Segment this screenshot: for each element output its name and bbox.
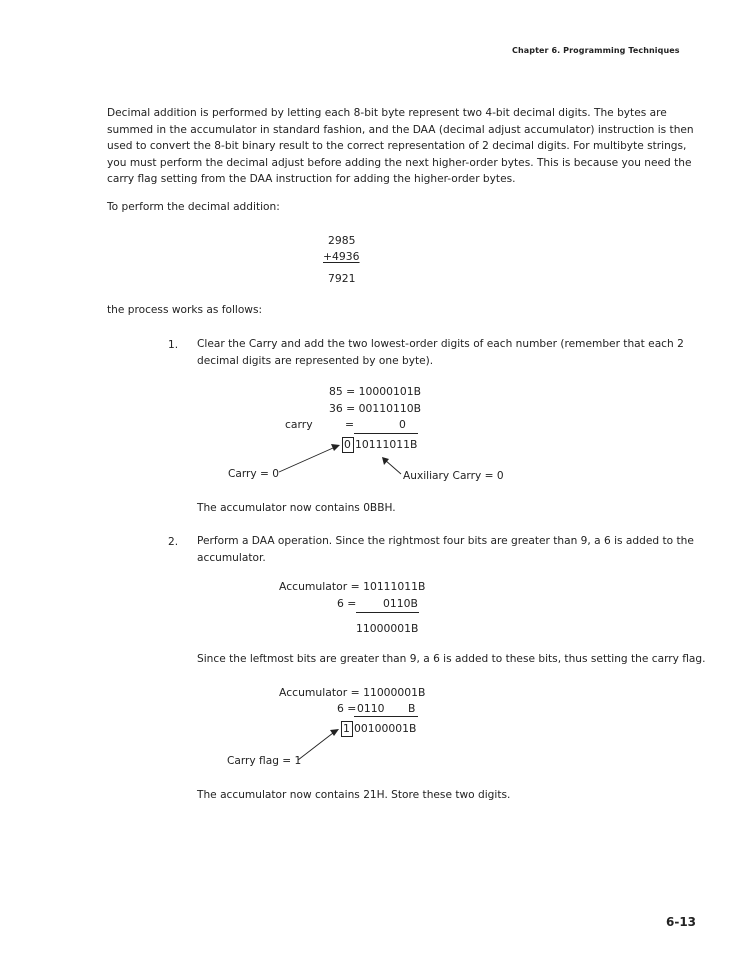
page-number: 6-13 [666, 915, 697, 929]
step1-result-carry-bit: 0 [344, 438, 351, 451]
step1-aux-note: Auxiliary Carry = 0 [403, 470, 504, 482]
step2-middle: Since the leftmost bits are greater than 9, a 6 is added to these bits, thus setting the carry flag. [197, 653, 706, 665]
intro-line: Decimal addition is performed by letting each 8-bit byte represent two 4-bit decimal digits. The bytes are [107, 107, 667, 119]
step1-result: 10111011B [355, 438, 418, 451]
step2-calc2-carry-bit: 1 [343, 722, 350, 735]
carry-flag-arrow-head [330, 729, 339, 736]
intro-line: used to convert the 8-bit binary result to the correct representation of 2 decimal digits. For multibyte strings, [107, 140, 687, 153]
step2-number: 2. [168, 536, 179, 548]
step1-row2: 36 = 00110110B [329, 402, 422, 415]
step1-conclusion: The accumulator now contains 0BBH. [197, 502, 396, 514]
intro-lead: To perform the decimal addition: [107, 201, 280, 213]
step2-line: Perform a DAA operation. Since the rightmost four bits are greater than 9, a 6 is added to the [197, 535, 694, 547]
intro-line: you must perform the decimal adjust before adding the next higher-order bytes. This is because you need the [107, 156, 692, 169]
carry-arrow-head [331, 444, 340, 451]
addend-a: 2985 [328, 234, 356, 247]
intro-line: carry flag setting from the DAA instruction for adding the higher-order bytes. [107, 173, 516, 186]
step2-calc1-result: 11000001B [356, 622, 419, 635]
carry-flag-arrow-line [298, 733, 333, 760]
intro-line: summed in the accumulator in standard fashion, and the DAA (decimal adjust accumulator) instruction is then [107, 123, 694, 136]
step1-row1: 85 = 10000101B [329, 385, 422, 398]
step2-calc1-row1: Accumulator = 10111011B [279, 580, 426, 593]
step2-calc2-row2-label: 6 = [337, 702, 357, 715]
process-intro: the process works as follows: [107, 304, 263, 316]
step1-line: decimal digits are represented by one byte). [197, 354, 434, 367]
step1-line: Clear the Carry and add the two lowest-order digits of each number (remember that each 2 [197, 338, 684, 350]
step2-carry-note: Carry flag = 1 [227, 755, 302, 767]
step1-carry-note: Carry = 0 [228, 468, 280, 480]
step2-calc2-row1: Accumulator = 11000001B [279, 686, 426, 699]
step1-carry-value: 0 [399, 418, 406, 431]
addend-b: +4936 [323, 250, 360, 263]
step1-carry-eq: = [345, 418, 355, 431]
step2-calc2-row2-value: 0110 [357, 702, 385, 715]
step2-calc1-row2-value: 0110B [383, 597, 418, 610]
step2-conclusion: The accumulator now contains 21H. Store these two digits. [197, 789, 511, 801]
aux-arrow-line [385, 460, 401, 474]
aux-arrow-head [382, 457, 389, 465]
step2-calc1-row2-label: 6 = [337, 597, 357, 610]
step1-carry-label: carry [285, 418, 313, 431]
addition-sum: 7921 [328, 272, 356, 285]
step2-calc2-result: 00100001B [354, 722, 417, 735]
step1-number: 1. [168, 339, 179, 351]
step2-calc2-row2-suffix: B [408, 702, 416, 715]
step2-line: accumulator. [197, 551, 266, 564]
running-header: Chapter 6. Programming Techniques [512, 46, 680, 55]
carry-arrow-line [279, 448, 333, 472]
